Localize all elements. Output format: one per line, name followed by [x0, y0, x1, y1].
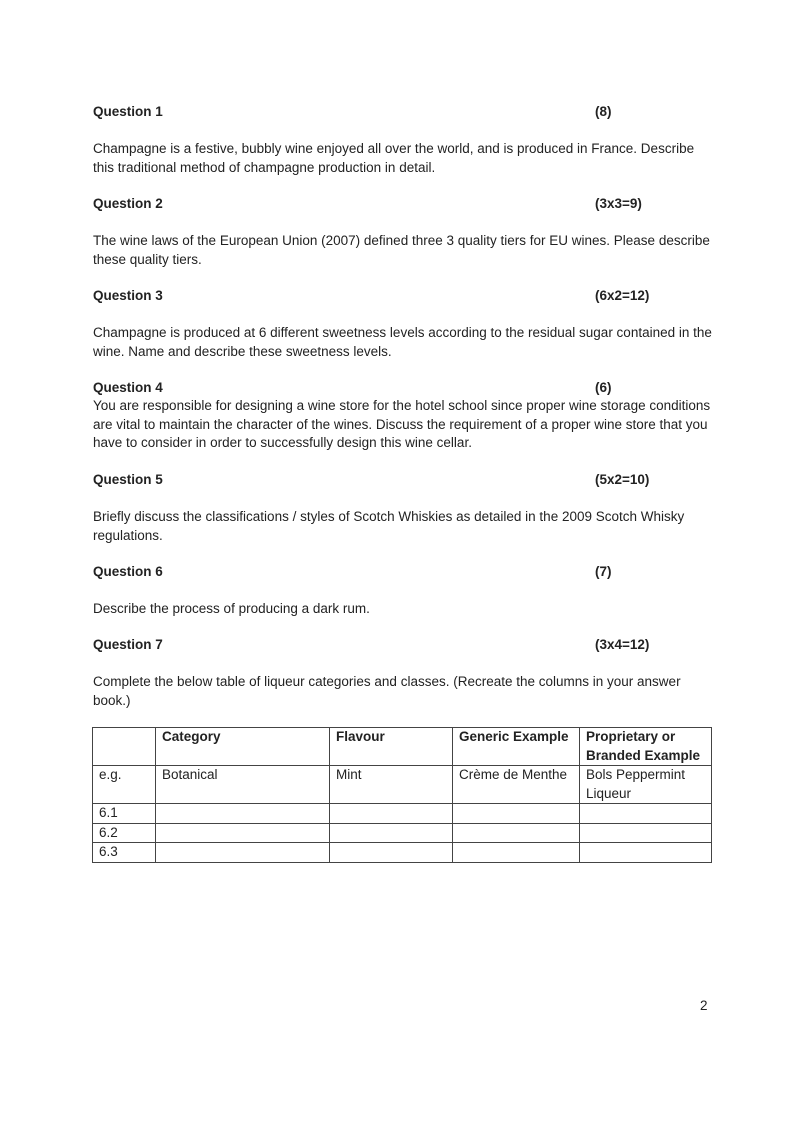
question-5-title: Question 5 [93, 472, 163, 487]
table-cell [580, 843, 712, 863]
table-cell [330, 804, 453, 824]
table-cell [330, 823, 453, 843]
question-2-title: Question 2 [93, 196, 163, 211]
table-row [93, 823, 712, 843]
question-6-heading [93, 563, 653, 581]
question-6-marks: (7) [595, 564, 612, 579]
table-cell [156, 804, 330, 824]
question-4-marks: (6) [595, 380, 612, 395]
question-5-text: Briefly discuss the classifications / styles of Scotch Whiskies as detailed in the 2009 Scotch Whisky regulations. [93, 509, 685, 543]
question-6-title: Question 6 [93, 564, 163, 579]
question-7-marks: (3x4=12) [595, 637, 650, 652]
question-4-text: You are responsible for designing a wine store for the hotel school since proper wine storage conditions are vital to maintain the character of the wines. Discuss the requirement of a proper wine store that you have to consider in order to successfully design this wine cellar. [93, 398, 711, 450]
table-header-cell: Category [156, 728, 330, 766]
question-5-heading [93, 471, 653, 489]
question-1-marks: (8) [595, 104, 612, 119]
table-cell: e.g. [93, 766, 156, 804]
table-row [93, 766, 712, 804]
table-header-cell [93, 728, 156, 766]
table-cell: Bols Peppermint Liqueur [580, 766, 712, 804]
table-cell: Mint [330, 766, 453, 804]
table-cell: Crème de Menthe [453, 766, 580, 804]
table-cell [453, 843, 580, 863]
liqueur-table [92, 727, 712, 863]
question-7-text: Complete the below table of liqueur categories and classes. (Recreate the columns in your answer book.) [93, 674, 681, 708]
table-cell [156, 823, 330, 843]
table-cell: Botanical [156, 766, 330, 804]
question-2-heading [93, 195, 653, 213]
table-row [93, 843, 712, 863]
question-7-title: Question 7 [93, 637, 163, 652]
table-cell: 6.1 [93, 804, 156, 824]
question-4-heading [93, 379, 653, 397]
table-row [93, 804, 712, 824]
question-3-title: Question 3 [93, 288, 163, 303]
table-header-cell: Generic Example [453, 728, 580, 766]
question-1-heading [93, 103, 653, 121]
table-header-cell: Proprietary or Branded Example [580, 728, 712, 766]
question-3-marks: (6x2=12) [595, 288, 650, 303]
table-cell [453, 823, 580, 843]
question-7-heading [93, 636, 653, 654]
question-5-marks: (5x2=10) [595, 472, 650, 487]
question-3-heading [93, 287, 653, 305]
question-2-text: The wine laws of the European Union (2007) defined three 3 quality tiers for EU wines. Please describe these quality tiers. [93, 233, 710, 267]
question-6-text: Describe the process of producing a dark rum. [93, 601, 370, 616]
table-header-row [93, 728, 712, 766]
question-4-title: Question 4 [93, 380, 163, 395]
question-1-title: Question 1 [93, 104, 163, 119]
table-cell [580, 823, 712, 843]
table-cell [156, 843, 330, 863]
question-1-text: Champagne is a festive, bubbly wine enjoyed all over the world, and is produced in France. Describe this traditional method of champagne production in detail. [93, 141, 695, 175]
question-2-marks: (3x3=9) [595, 196, 642, 211]
table-cell [330, 843, 453, 863]
table-cell: 6.3 [93, 843, 156, 863]
table-header-cell: Flavour [330, 728, 453, 766]
table-cell [453, 804, 580, 824]
table-cell: 6.2 [93, 823, 156, 843]
page-number: 2 [700, 998, 708, 1013]
question-3-text: Champagne is produced at 6 different sweetness levels according to the residual sugar contained in the wine. Name and describe these sweetness levels. [93, 325, 712, 359]
table-cell [580, 804, 712, 824]
